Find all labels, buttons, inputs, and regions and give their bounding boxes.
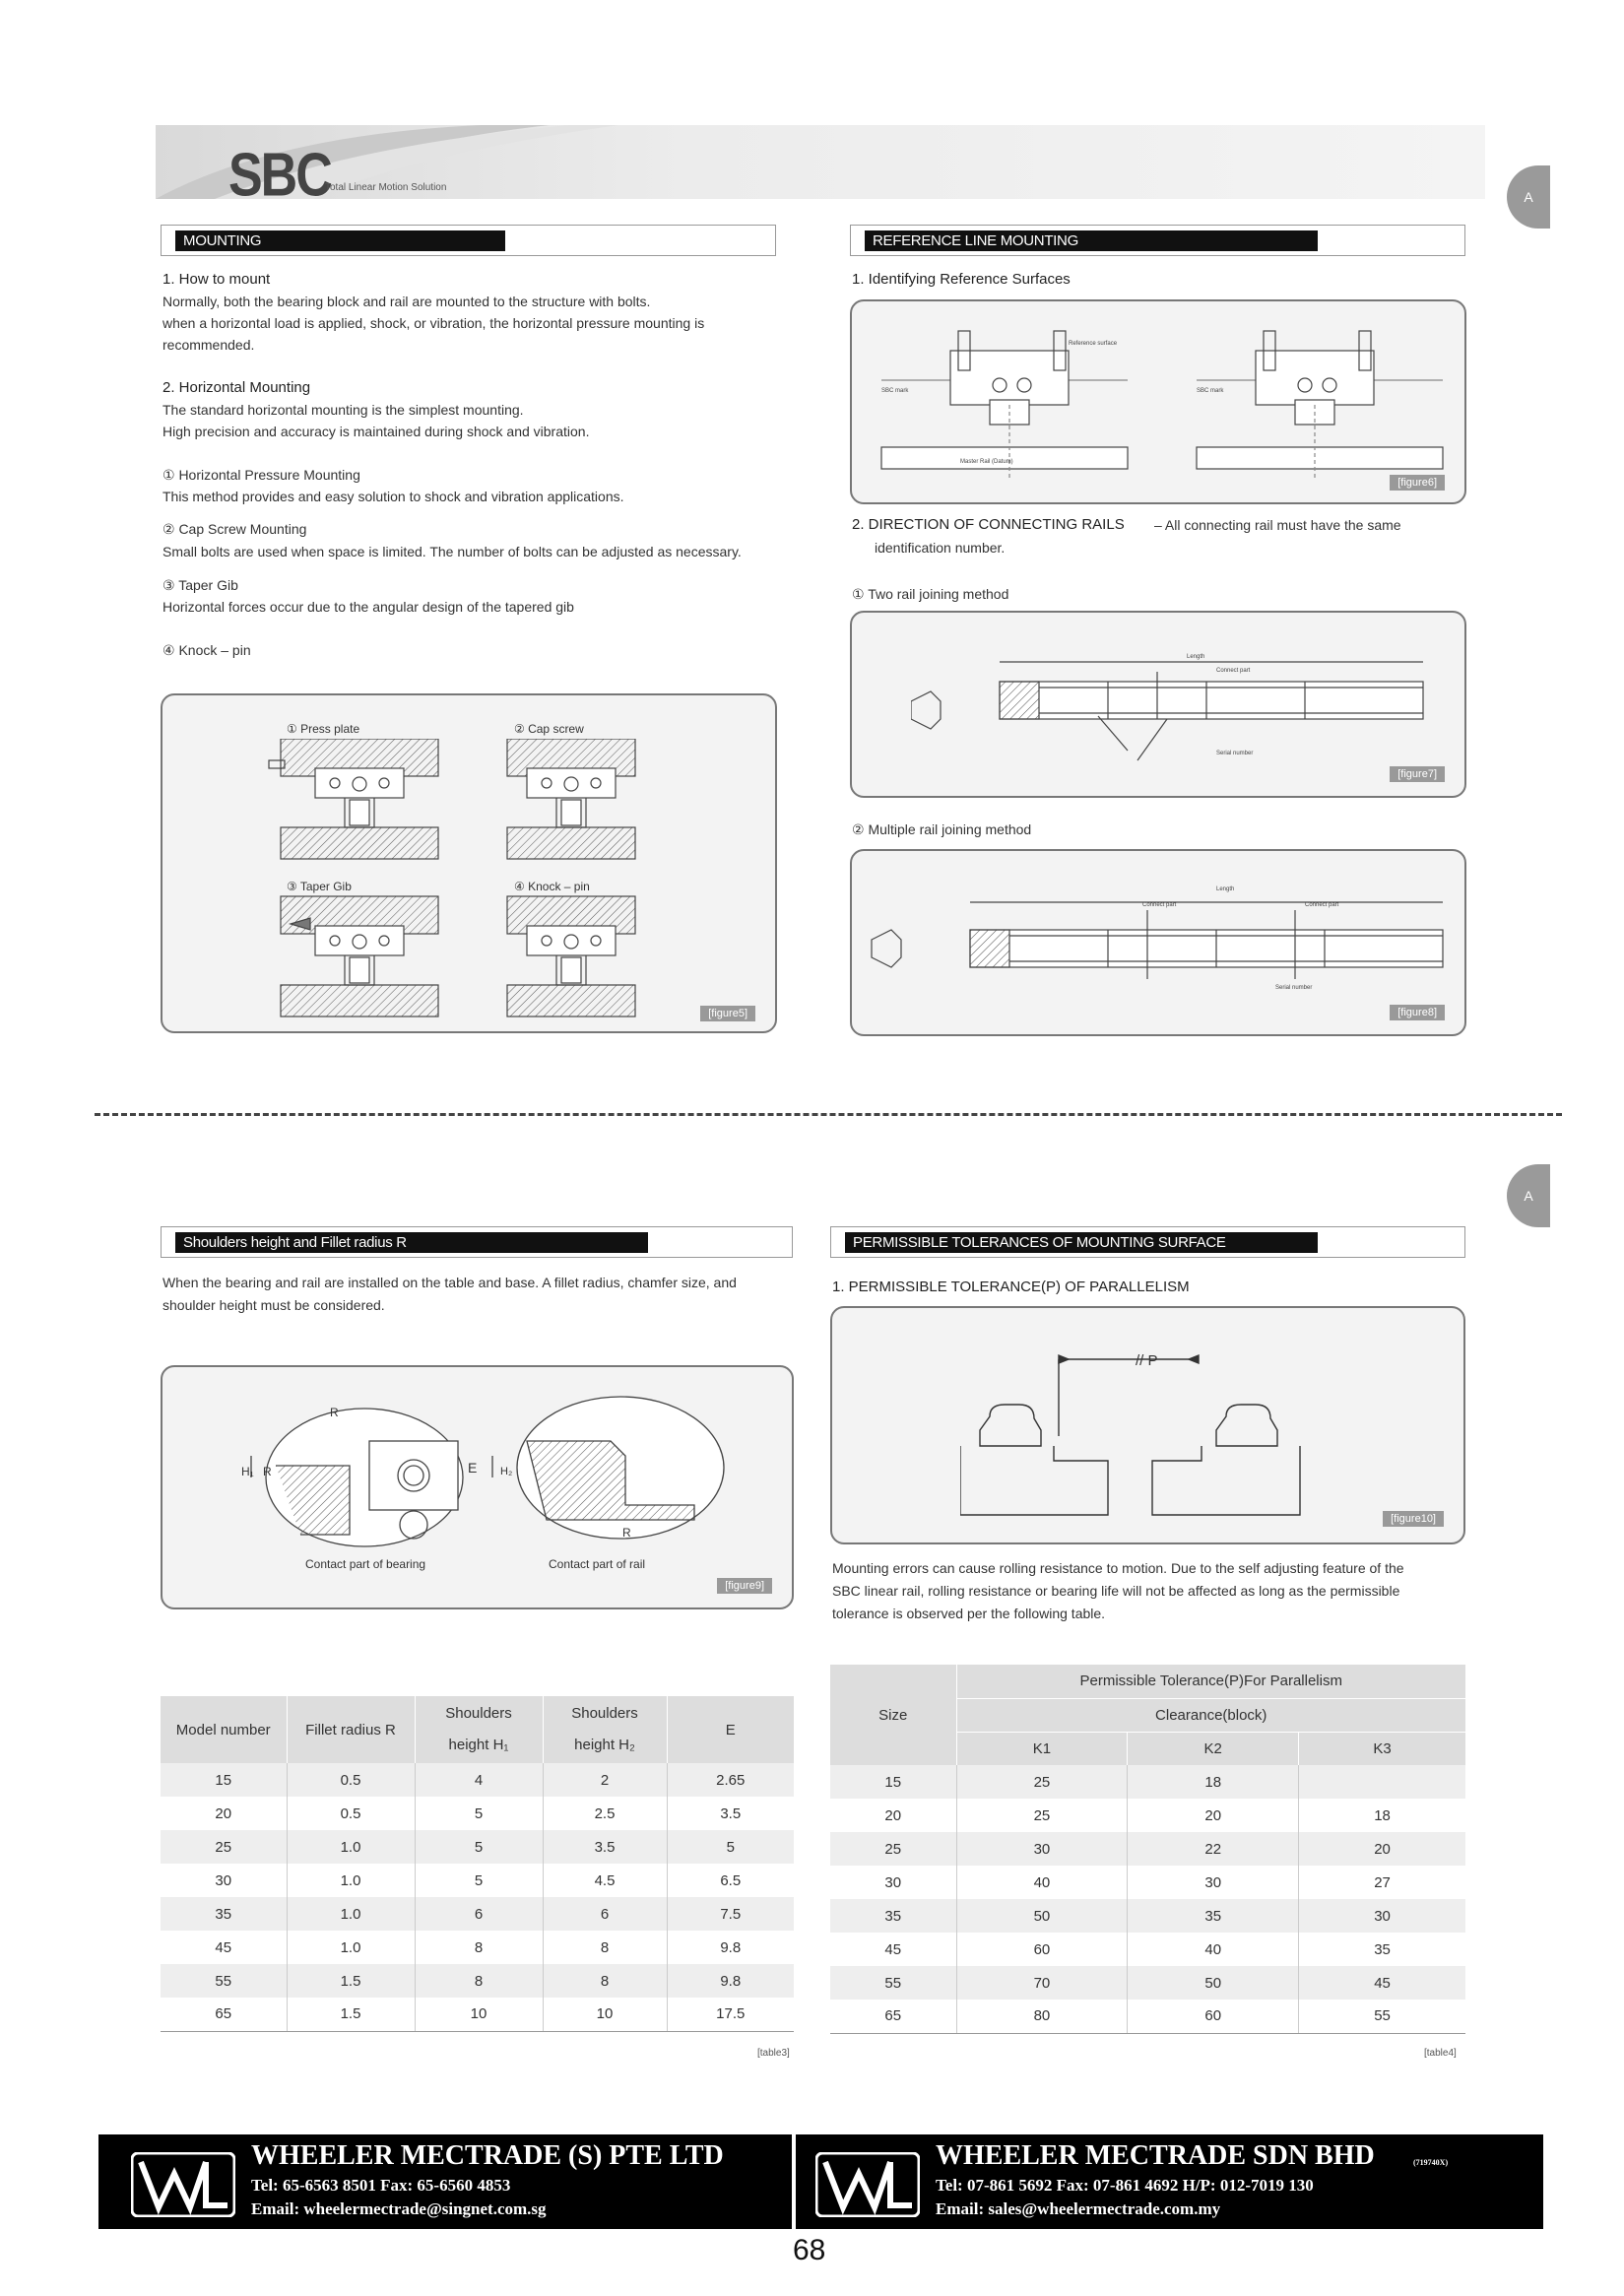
cell-size: 25 xyxy=(830,1832,956,1866)
cell-k1: 80 xyxy=(956,2000,1128,2033)
cell-fillet: 0.5 xyxy=(287,1797,415,1830)
cell-k2: 18 xyxy=(1128,1765,1299,1799)
section-title: REFERENCE LINE MOUNTING xyxy=(865,230,1318,251)
item1-title: ① Horizontal Pressure Mounting xyxy=(162,467,360,483)
cell-h1: 5 xyxy=(415,1864,543,1897)
table-row xyxy=(161,1763,794,1797)
col-k3: K3 xyxy=(1299,1732,1465,1765)
col-size: Size xyxy=(830,1665,956,1765)
cell-model: 35 xyxy=(161,1897,287,1931)
how-to-mount-title: 1. How to mount xyxy=(162,271,271,288)
cell-fillet: 0.5 xyxy=(287,1763,415,1797)
fig-label-cap-screw: ② Cap screw xyxy=(514,722,584,736)
tolerance-table xyxy=(830,1665,1465,2034)
item4-title: ④ Knock – pin xyxy=(162,642,251,658)
col-k2: K2 xyxy=(1128,1732,1299,1765)
parallelism-drawing xyxy=(960,1328,1374,1525)
table-row xyxy=(830,1832,1465,1866)
section-title: MOUNTING xyxy=(175,230,505,251)
table4-caption: [table4] xyxy=(1424,2048,1457,2059)
fig9-label-r-left: R xyxy=(263,1465,272,1478)
cell-model: 15 xyxy=(161,1763,287,1797)
cell-h2: 6 xyxy=(543,1897,667,1931)
footer-right-reg: (719740X) xyxy=(1413,2158,1449,2167)
cell-k2: 40 xyxy=(1128,1933,1299,1966)
cell-k2: 50 xyxy=(1128,1966,1299,2000)
shoulders-table-body xyxy=(161,1763,794,2031)
table-row xyxy=(161,1897,794,1931)
section-title: PERMISSIBLE TOLERANCES OF MOUNTING SURFACE xyxy=(845,1232,1318,1253)
cell-model: 20 xyxy=(161,1797,287,1830)
cell-h1: 8 xyxy=(415,1931,543,1964)
cell-k1: 40 xyxy=(956,1866,1128,1899)
shoulders-intro-line1: When the bearing and rail are installed on the table and base. A fillet radius, chamfer size, and xyxy=(162,1275,737,1290)
table-row xyxy=(830,1866,1465,1899)
cell-fillet: 1.0 xyxy=(287,1864,415,1897)
table-row xyxy=(161,1998,794,2031)
item3-title: ③ Taper Gib xyxy=(162,577,238,593)
two-rail-joining-drawing xyxy=(911,642,1443,770)
cell-fillet: 1.0 xyxy=(287,1931,415,1964)
note-line1: Mounting errors can cause rolling resistance to motion. Due to the self adjusting feature of the xyxy=(832,1560,1404,1576)
cell-k3: 30 xyxy=(1299,1899,1465,1933)
cell-k3: 27 xyxy=(1299,1866,1465,1899)
table-row xyxy=(830,1765,1465,1799)
cell-k3: 55 xyxy=(1299,2000,1465,2033)
cell-e: 7.5 xyxy=(667,1897,794,1931)
table-row xyxy=(161,1797,794,1830)
figure10-caption: [figure10] xyxy=(1383,1511,1444,1527)
cell-k3: 20 xyxy=(1299,1832,1465,1866)
mounting-figure-box xyxy=(161,693,777,1033)
section-tab-a-2: A xyxy=(1507,1164,1550,1227)
figure7-box xyxy=(850,611,1466,798)
cell-h1: 4 xyxy=(415,1763,543,1797)
cell-h1: 5 xyxy=(415,1830,543,1864)
cell-h2: 8 xyxy=(543,1931,667,1964)
how-to-mount-line3: recommended. xyxy=(162,337,255,353)
cell-e: 9.8 xyxy=(667,1931,794,1964)
footer-right-tel: Tel: 07-861 5692 Fax: 07-861 4692 H/P: 012-7019 130 xyxy=(936,2176,1314,2195)
figure6-box xyxy=(850,299,1466,504)
cell-k2: 35 xyxy=(1128,1899,1299,1933)
cell-fillet: 1.5 xyxy=(287,1998,415,2031)
section-title: Shoulders height and Fillet radius R xyxy=(175,1232,648,1253)
col-e: E xyxy=(667,1696,794,1763)
fig9-label-r-bottom: R xyxy=(622,1526,631,1540)
footer-right-company: WHEELER MECTRADE SDN BHD xyxy=(936,2140,1375,2171)
tolerances-section-bar xyxy=(830,1226,1465,1258)
shoulders-table xyxy=(161,1696,794,2032)
cell-h1: 5 xyxy=(415,1797,543,1830)
col-clearance: Clearance(block) xyxy=(956,1698,1465,1732)
figure8-caption: [figure8] xyxy=(1390,1005,1445,1020)
tolerance-table-body xyxy=(830,1765,1465,2033)
cell-h1: 10 xyxy=(415,1998,543,2031)
cell-fillet: 1.0 xyxy=(287,1897,415,1931)
wm-logo-icon-2 xyxy=(815,2152,920,2217)
parallelism-title: 1. PERMISSIBLE TOLERANCE(P) OF PARALLELISM xyxy=(832,1279,1190,1295)
table-row xyxy=(830,1933,1465,1966)
how-to-mount-line1: Normally, both the bearing block and rail are mounted to the structure with bolts. xyxy=(162,294,651,309)
wm-logo-icon xyxy=(131,2152,235,2217)
cell-fillet: 1.0 xyxy=(287,1830,415,1864)
fig6-master-rail-label: Master Rail (Datum) xyxy=(960,459,1013,465)
cell-k1: 70 xyxy=(956,1966,1128,2000)
fillet-radius-drawing xyxy=(222,1387,773,1564)
sbc-logo: SBC xyxy=(228,141,331,210)
footer-bar xyxy=(98,2134,1543,2229)
cell-k2: 30 xyxy=(1128,1866,1299,1899)
footer-left-tel: Tel: 65-6563 8501 Fax: 65-6560 4853 xyxy=(251,2176,511,2195)
figure10-box xyxy=(830,1306,1465,1544)
fig7-serial-label: Serial number xyxy=(1216,751,1254,756)
direction-title: 2. DIRECTION OF CONNECTING RAILS xyxy=(852,516,1125,533)
fig9-label-h2: H₂ xyxy=(500,1466,513,1477)
cell-h2: 10 xyxy=(543,1998,667,2031)
fig8-serial-label: Serial number xyxy=(1275,985,1313,991)
fig8-connect-label: Connect part xyxy=(1142,902,1177,908)
cell-size: 55 xyxy=(830,1966,956,2000)
cell-k3: 35 xyxy=(1299,1933,1465,1966)
cell-k1: 25 xyxy=(956,1765,1128,1799)
fig8-connect-label-2: Connect part xyxy=(1305,902,1339,908)
cell-h2: 2 xyxy=(543,1763,667,1797)
cell-k2: 60 xyxy=(1128,2000,1299,2033)
mounting-section-bar xyxy=(161,225,776,256)
item2-text: Small bolts are used when space is limited. The number of bolts can be adjusted as necessary. xyxy=(162,544,742,559)
cell-k1: 60 xyxy=(956,1933,1128,1966)
cell-h1: 6 xyxy=(415,1897,543,1931)
table-row xyxy=(161,1864,794,1897)
direction-text-b: identification number. xyxy=(875,540,1006,556)
cell-model: 30 xyxy=(161,1864,287,1897)
col-permissible-tolerance: Permissible Tolerance(P)For Parallelism xyxy=(956,1665,1465,1698)
col-model-number: Model number xyxy=(161,1696,287,1763)
cell-k1: 50 xyxy=(956,1899,1128,1933)
cell-size: 15 xyxy=(830,1765,956,1799)
fig-label-taper-gib: ③ Taper Gib xyxy=(287,880,352,893)
cell-h2: 4.5 xyxy=(543,1864,667,1897)
cell-e: 5 xyxy=(667,1830,794,1864)
cell-e: 9.8 xyxy=(667,1964,794,1998)
cell-k3 xyxy=(1299,1765,1465,1799)
cell-e: 17.5 xyxy=(667,1998,794,2031)
contact-rail-label: Contact part of rail xyxy=(549,1557,646,1571)
cell-e: 3.5 xyxy=(667,1797,794,1830)
fig7-length-label: Length xyxy=(1187,654,1205,660)
horizontal-line1: The standard horizontal mounting is the simplest mounting. xyxy=(162,402,524,418)
page-number: 68 xyxy=(793,2234,826,2266)
table-row xyxy=(830,1899,1465,1933)
item2-title: ② Cap Screw Mounting xyxy=(162,521,307,537)
table-row xyxy=(161,1931,794,1964)
fig7-connect-label: Connect part xyxy=(1216,668,1251,674)
header-tagline: Total Linear Motion Solution xyxy=(325,182,447,193)
table3-caption: [table3] xyxy=(757,2048,790,2059)
reference-line-section-bar xyxy=(850,225,1465,256)
cell-model: 45 xyxy=(161,1931,287,1964)
cell-size: 35 xyxy=(830,1899,956,1933)
fig-label-knock-pin: ④ Knock – pin xyxy=(514,880,590,893)
note-line3: tolerance is observed per the following table. xyxy=(832,1606,1106,1621)
figure9-caption: [figure9] xyxy=(717,1578,772,1594)
shoulders-section-bar xyxy=(161,1226,793,1258)
how-to-mount-line2: when a horizontal load is applied, shock, or vibration, the horizontal pressure mounting is xyxy=(162,315,705,331)
cell-k2: 20 xyxy=(1128,1799,1299,1832)
col-shoulders-h1: Shoulders height H₁ xyxy=(415,1696,543,1763)
cell-size: 65 xyxy=(830,2000,956,2033)
parallel-symbol: // P xyxy=(1136,1352,1158,1369)
table-row xyxy=(830,2000,1465,2033)
cell-k3: 45 xyxy=(1299,1966,1465,2000)
horizontal-title: 2. Horizontal Mounting xyxy=(162,379,311,396)
cell-model: 55 xyxy=(161,1964,287,1998)
fig6-sbc-mark-label: SBC mark xyxy=(881,388,909,394)
direction-text-a: – All connecting rail must have the same xyxy=(1154,517,1401,533)
figure5-caption: [figure5] xyxy=(700,1006,755,1021)
fig9-label-e: E xyxy=(468,1460,478,1476)
two-rail-title: ① Two rail joining method xyxy=(852,586,1009,602)
col-shoulders-h2: Shoulders height H₂ xyxy=(543,1696,667,1763)
col-fillet-radius: Fillet radius R xyxy=(287,1696,415,1763)
fig-label-press-plate: ① Press plate xyxy=(287,722,360,736)
section-tab-a: A xyxy=(1507,165,1550,229)
table-row xyxy=(830,1966,1465,2000)
col-k1: K1 xyxy=(956,1732,1128,1765)
contact-bearing-label: Contact part of bearing xyxy=(305,1557,426,1571)
figure8-box xyxy=(850,849,1466,1036)
multi-rail-title: ② Multiple rail joining method xyxy=(852,821,1032,837)
note-line2: SBC linear rail, rolling resistance or bearing life will not be affected as long as the permissible xyxy=(832,1583,1400,1599)
cell-fillet: 1.5 xyxy=(287,1964,415,1998)
footer-left-email: Email: wheelermectrade@singnet.com.sg xyxy=(251,2199,547,2218)
identify-title: 1. Identifying Reference Surfaces xyxy=(852,271,1071,288)
figure6-caption: [figure6] xyxy=(1390,475,1445,491)
figure7-caption: [figure7] xyxy=(1390,766,1445,782)
cell-size: 20 xyxy=(830,1799,956,1832)
cell-k1: 30 xyxy=(956,1832,1128,1866)
figure9-box xyxy=(161,1365,794,1609)
cell-e: 6.5 xyxy=(667,1864,794,1897)
page-divider xyxy=(95,1113,1562,1116)
cell-k1: 25 xyxy=(956,1799,1128,1832)
multi-rail-joining-drawing xyxy=(862,881,1453,1009)
item1-text: This method provides and easy solution to shock and vibration applications. xyxy=(162,489,624,504)
cell-e: 2.65 xyxy=(667,1763,794,1797)
cell-h2: 3.5 xyxy=(543,1830,667,1864)
footer-separator xyxy=(792,2134,796,2229)
cell-h2: 2.5 xyxy=(543,1797,667,1830)
cell-h1: 8 xyxy=(415,1964,543,1998)
cell-model: 65 xyxy=(161,1998,287,2031)
horizontal-line2: High precision and accuracy is maintained during shock and vibration. xyxy=(162,424,590,439)
cell-h2: 8 xyxy=(543,1964,667,1998)
cell-k2: 22 xyxy=(1128,1832,1299,1866)
reference-surface-drawing xyxy=(862,311,1453,489)
cell-model: 25 xyxy=(161,1830,287,1864)
footer-left-company: WHEELER MECTRADE (S) PTE LTD xyxy=(251,2140,724,2171)
shoulders-intro-line2: shoulder height must be considered. xyxy=(162,1297,385,1313)
fig9-label-h1: H₁ xyxy=(241,1465,254,1478)
mounting-methods-drawing xyxy=(261,739,734,1034)
item3-text: Horizontal forces occur due to the angular design of the tapered gib xyxy=(162,599,574,615)
table-row xyxy=(830,1799,1465,1832)
cell-k3: 18 xyxy=(1299,1799,1465,1832)
table-row xyxy=(161,1830,794,1864)
cell-size: 30 xyxy=(830,1866,956,1899)
fig6-sbc-mark-label-2: SBC mark xyxy=(1197,388,1224,394)
fig9-label-r-top: R xyxy=(330,1406,339,1419)
fig8-length-label: Length xyxy=(1216,886,1235,892)
fig6-ref-surface-label: Reference surface xyxy=(1069,341,1118,347)
footer-right-email: Email: sales@wheelermectrade.com.my xyxy=(936,2199,1221,2218)
cell-size: 45 xyxy=(830,1933,956,1966)
table-row xyxy=(161,1964,794,1998)
